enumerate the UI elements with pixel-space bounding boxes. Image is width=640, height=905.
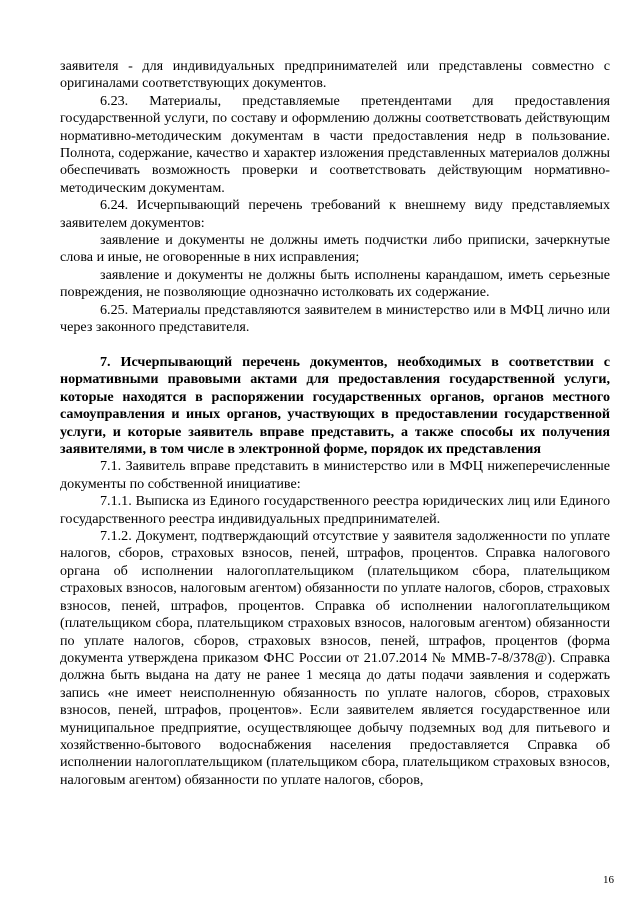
section-7	[60, 354, 610, 789]
paragraph: заявителя - для индивидуальных предпринимателей или представлены совместно с оригиналами соответствующих документов.	[60, 58, 610, 92]
paragraph-requirement-2: заявление и документы не должны быть исполнены карандашом, иметь серьезные повреждения, не позволяющие однозначно истолковать их содержание.	[60, 266, 610, 301]
paragraph-requirement-1: заявление и документы не должны иметь подчистки либо приписки, зачеркнутые слова и иные, не оговоренные в них исправления;	[60, 232, 610, 266]
paragraph-7-1-1: 7.1.1. Выписка из Единого государственного реестра юридических лиц или Единого государственного реестра индивидуальных предпринимателей.	[60, 493, 610, 527]
paragraph-7-1-2: 7.1.2. Документ, подтверждающий отсутствие у заявителя задолженности по уплате налогов, сборов, страховых взносов, пеней, штрафов, процентов. Справка налогового органа об исполнении налогоплательщиком (плательщиком сбора, плательщиком страховых взносов, налоговым агентом) обязанности по уплате налогов, сборов, страховых взносов, пеней, штрафов, процентов. Справка об исполнении налогоплательщиком (плательщиком сбора, плательщиком страховых взносов, налоговым агентом) обязанности по уплате налогов, сборов, страховых взносов, пеней, штрафов, процентов (форма документа утверждена приказом ФНС России от 21.07.2014 № ММВ-7-8/378@). Справка должна быть выдана на дату не ранее 1 месяца до даты подачи заявления и содержать запись «не имеет неисполненную обязанность по уплате налогов, сборов, страховых взносов, пеней, штрафов, процентов». Если заявителем является государственное или муниципальное предприятие, осуществляющее добычу подземных вод для питьевого и хозяйственно-бытового водоснабжения населения предоставляется Справка об исполнении налогоплательщиком (плательщиком сбора, плательщиком страховых взносов, налоговым агентом) обязанности по уплате налогов, сборов,	[60, 528, 610, 788]
page-number: 16	[603, 874, 614, 886]
paragraph-6-24: 6.24. Исчерпывающий перечень требований к внешнему виду представляемых заявителем документов:	[60, 197, 610, 231]
paragraph-6-25: 6.25. Материалы представляются заявителем в министерство или в МФЦ лично или через законного представителя.	[60, 301, 610, 336]
section-7-title: 7. Исчерпывающий перечень документов, необходимых в соответствии с нормативными правовыми актами для предоставления государственной услуги, которые находятся в распоряжении государственных органов, органов местного самоуправления и иных органов, участвующих в предоставлении государственной услуги, и которые заявитель вправе представить, а также способы их получения заявителями, в том числе в электронной форме, порядок их представления	[60, 354, 610, 458]
paragraph-6-23: 6.23. Материалы, представляемые претендентами для предоставления государственной услуги, по составу и оформлению должны соответствовать действующим нормативно-методическим документам в части предоставления недр в пользование. Полнота, содержание, качество и характер изложения представленных материалов должны обеспечивать возможность проверки и соответствовать действующим нормативно-методическим документам.	[60, 92, 610, 196]
section-6-end	[60, 58, 610, 337]
paragraph-7-1: 7.1. Заявитель вправе представить в министерство или в МФЦ нижеперечисленные документы по собственной инициативе:	[60, 458, 610, 492]
